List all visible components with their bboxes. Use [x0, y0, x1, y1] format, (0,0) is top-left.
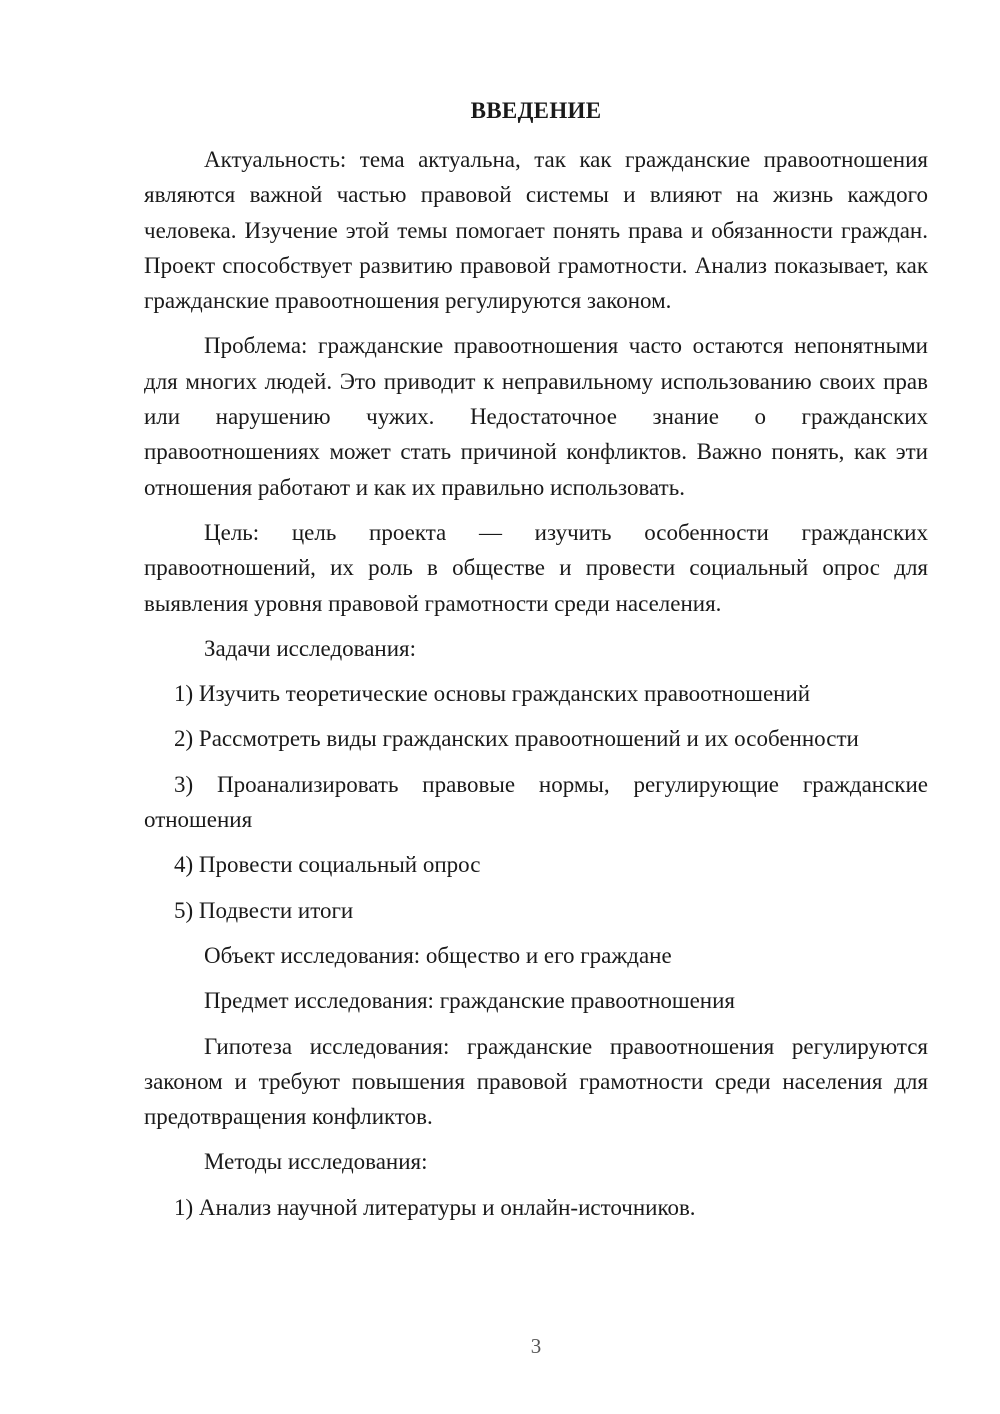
paragraph-object: Объект исследования: общество и его граждане: [204, 942, 672, 968]
method-item-1: 1) Анализ научной литературы и онлайн-источников.: [174, 1194, 696, 1220]
paragraph-relevance: Актуальность: тема актуальна, так как гражданские правоотношения являются важной частью правовой системы и влияют на жизнь каждого человека. Изучение этой темы помогает понять права и обязанности граждан. Проект способствует развитию правовой грамотности. Анализ показывает, как гражданские правоотношения регулируются законом.: [144, 147, 928, 314]
task-item-5: 5) Подвести итоги: [174, 897, 354, 923]
paragraph-goal: Цель: цель проекта — изучить особенности гражданских правоотношений, их роль в обществе и провести социальный опрос для выявления уровня правовой грамотности среди населения.: [144, 519, 928, 616]
paragraph-hypothesis: Гипотеза исследования: гражданские правоотношения регулируются законом и требуют повышения правовой грамотности среди населения для предотвращения конфликтов.: [144, 1033, 928, 1130]
paragraph-tasks-heading: Задачи исследования:: [204, 635, 417, 661]
paragraph-subject: Предмет исследования: гражданские правоотношения: [204, 988, 735, 1014]
task-item-4: 4) Провести социальный опрос: [174, 852, 481, 878]
section-title: ВВЕДЕНИЕ: [470, 98, 602, 123]
task-item-1: 1) Изучить теоретические основы гражданских правоотношений: [174, 681, 811, 707]
task-item-2: 2) Рассмотреть виды гражданских правоотношений и их особенности: [174, 726, 859, 752]
paragraph-methods-heading: Методы исследования:: [204, 1149, 428, 1175]
paragraph-problem: Проблема: гражданские правоотношения часто остаются непонятными для многих людей. Это приводит к неправильному использованию своих прав или нарушению чужих. Недостаточное знание о гражданских правоотношениях может стать причиной конфликтов. Важно понять, как эти отношения работают и как их правильно использовать.: [144, 333, 928, 500]
document-body: [144, 93, 928, 1235]
task-item-3: 3) Проанализировать правовые нормы, регулирующие гражданские отношения: [144, 771, 928, 833]
page-number: 3: [530, 1334, 542, 1358]
